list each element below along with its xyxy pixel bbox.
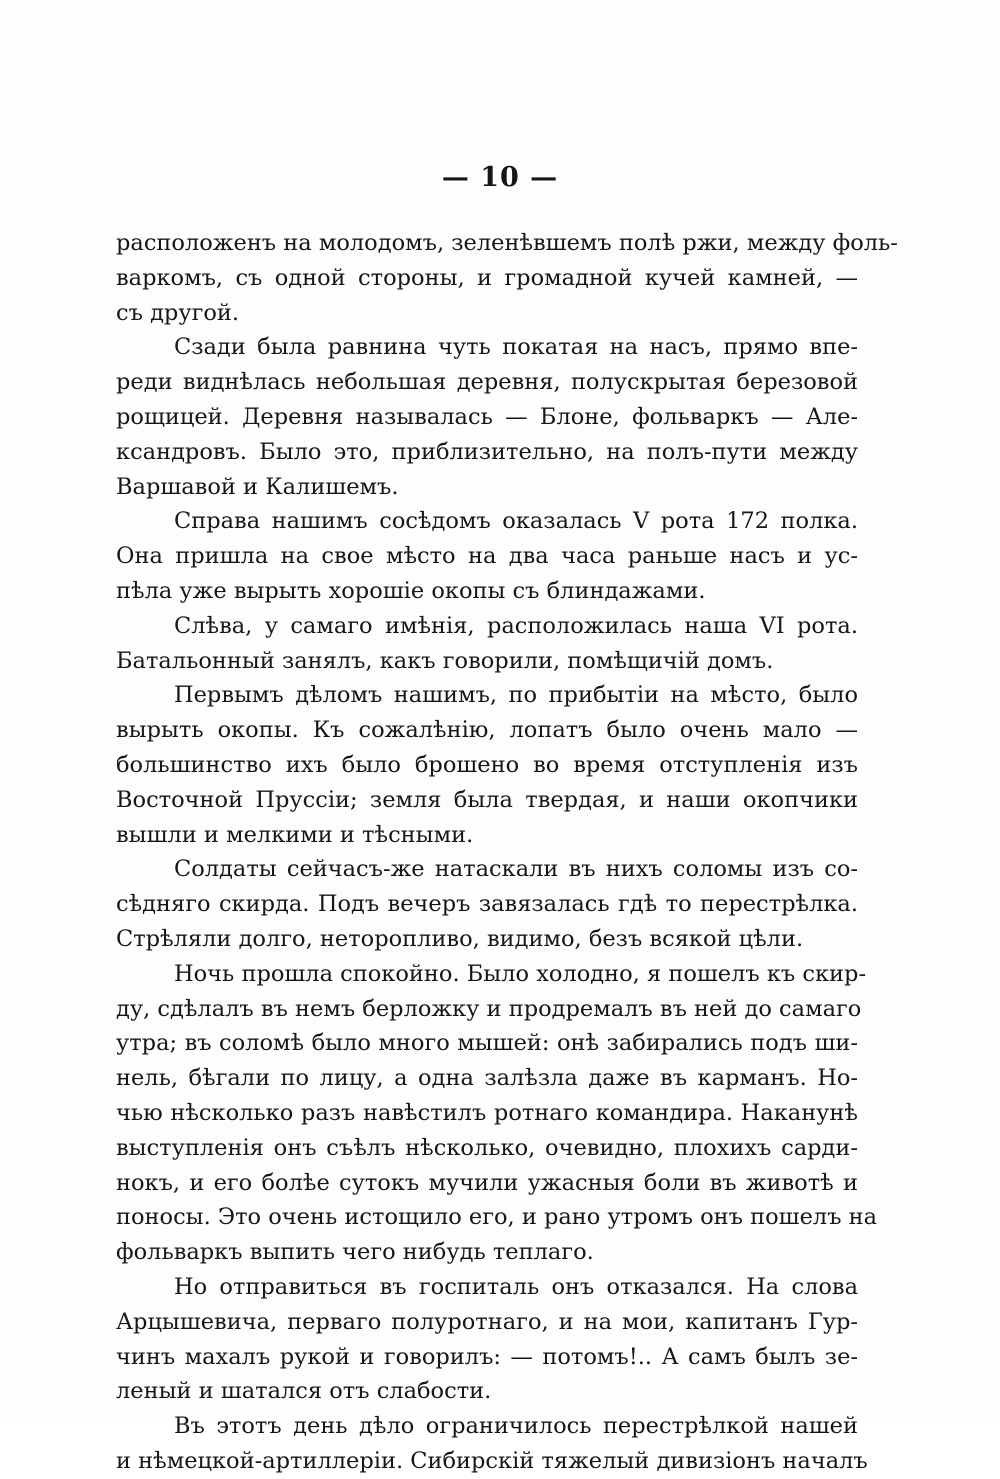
text-line: леный и шатался отъ слабости. bbox=[116, 1378, 492, 1405]
text-line: выступленія онъ съѣлъ нѣсколько, очевидно, плохихъ сарди- bbox=[116, 1134, 858, 1161]
paragraph bbox=[116, 1409, 868, 1479]
text-line: Солдаты сейчасъ-же натаскали въ нихъ соломы изъ со- bbox=[174, 856, 858, 883]
text-line: варкомъ, съ одной стороны, и громадной кучей камней, — bbox=[116, 264, 858, 291]
text-line: Батальонный занялъ, какъ говорили, помѣщичій домъ. bbox=[116, 647, 774, 674]
text-line: Сзади была равнина чуть покатая на насъ, прямо впе- bbox=[174, 334, 858, 361]
paragraph bbox=[116, 226, 898, 330]
text-line: фольваркъ выпить чего нибудь теплаго. bbox=[116, 1239, 594, 1266]
text-line: сѣдняго скирда. Подъ вечеръ завязалась гдѣ то перестрѣлка. bbox=[116, 891, 858, 918]
text-line: рощицей. Деревня называлась — Блоне, фольваркъ — Але- bbox=[116, 403, 858, 430]
text-line: расположенъ на молодомъ, зеленѣвшемъ полѣ ржи, между фоль- bbox=[116, 230, 898, 256]
text-line: вышли и мелкими и тѣсными. bbox=[116, 821, 474, 848]
text-line: Она пришла на свое мѣсто на два часа раньше насъ и ус- bbox=[116, 543, 858, 570]
text-line: ду, сдѣлалъ въ немъ берложку и продремалъ въ ней до самаго bbox=[116, 995, 862, 1022]
text-line: Слѣва, у самаго имѣнія, расположилась наша VI рота. bbox=[174, 612, 858, 639]
text-line: съ другой. bbox=[116, 299, 240, 326]
text-line: Справа нашимъ сосѣдомъ оказалась V рота 172 полка. bbox=[174, 508, 858, 535]
text-line: нокъ, и его болѣе сутокъ мучили ужасныя боли въ животѣ и bbox=[116, 1169, 858, 1196]
text-line: чинъ махалъ рукой и говорилъ: — потомъ!.. А самъ былъ зе- bbox=[116, 1343, 858, 1370]
paragraph bbox=[116, 609, 858, 679]
page-number: — 10 — bbox=[441, 162, 559, 193]
text-line: утра; въ соломѣ было много мышей: онѣ забирались подъ ши- bbox=[116, 1030, 858, 1057]
text-line: чью нѣсколько разъ навѣстилъ ротнаго командира. Наканунѣ bbox=[116, 1099, 858, 1126]
text-line: Въ этотъ день дѣло ограничилось перестрѣлкой нашей bbox=[174, 1413, 858, 1440]
paragraph bbox=[116, 678, 858, 852]
text-line: и нѣмецкой-артиллеріи. Сибирскій тяжелый дивизіонъ началъ bbox=[116, 1447, 868, 1474]
text-line: Первымъ дѣломъ нашимъ, по прибытіи на мѣсто, было bbox=[174, 682, 858, 709]
text-line: реди виднѣлась небольшая деревня, полускрытая березовой bbox=[116, 369, 858, 396]
text-line: нель, бѣгали по лицу, а одна залѣзла даже въ карманъ. Но- bbox=[116, 1065, 858, 1092]
text-line: Варшавой и Калишемъ. bbox=[116, 473, 399, 500]
text-line: Восточной Пруссіи; земля была твердая, и наши окопчики bbox=[116, 786, 858, 813]
paragraph bbox=[116, 957, 878, 1270]
text-line: большинство ихъ было брошено во время отступленія изъ bbox=[116, 751, 858, 778]
text-line: Стрѣляли долго, неторопливо, видимо, безъ всякой цѣли. bbox=[116, 925, 804, 952]
text-line: пѣла уже вырыть хорошіе окопы съ блиндажами. bbox=[116, 577, 706, 604]
text-line: Ночь прошла спокойно. Было холодно, я пошелъ къ скир- bbox=[174, 960, 867, 987]
paragraph bbox=[116, 504, 858, 608]
text-line: Но отправиться въ госпиталь онъ отказался. На слова bbox=[174, 1273, 858, 1300]
paragraph bbox=[116, 330, 858, 504]
text-line: ксандровъ. Было это, приблизительно, на полъ-пути между bbox=[116, 438, 858, 465]
paragraph bbox=[116, 1270, 858, 1409]
paragraph bbox=[116, 852, 858, 956]
text-line: поносы. Это очень истощило его, и рано утромъ онъ пошелъ на bbox=[116, 1204, 878, 1231]
text-line: вырыть окопы. Къ сожалѣнію, лопатъ было очень мало — bbox=[116, 717, 858, 744]
body-text bbox=[116, 226, 898, 1479]
text-line: Арцышевича, перваго полуротнаго, и на мои, капитанъ Гур- bbox=[116, 1308, 858, 1335]
